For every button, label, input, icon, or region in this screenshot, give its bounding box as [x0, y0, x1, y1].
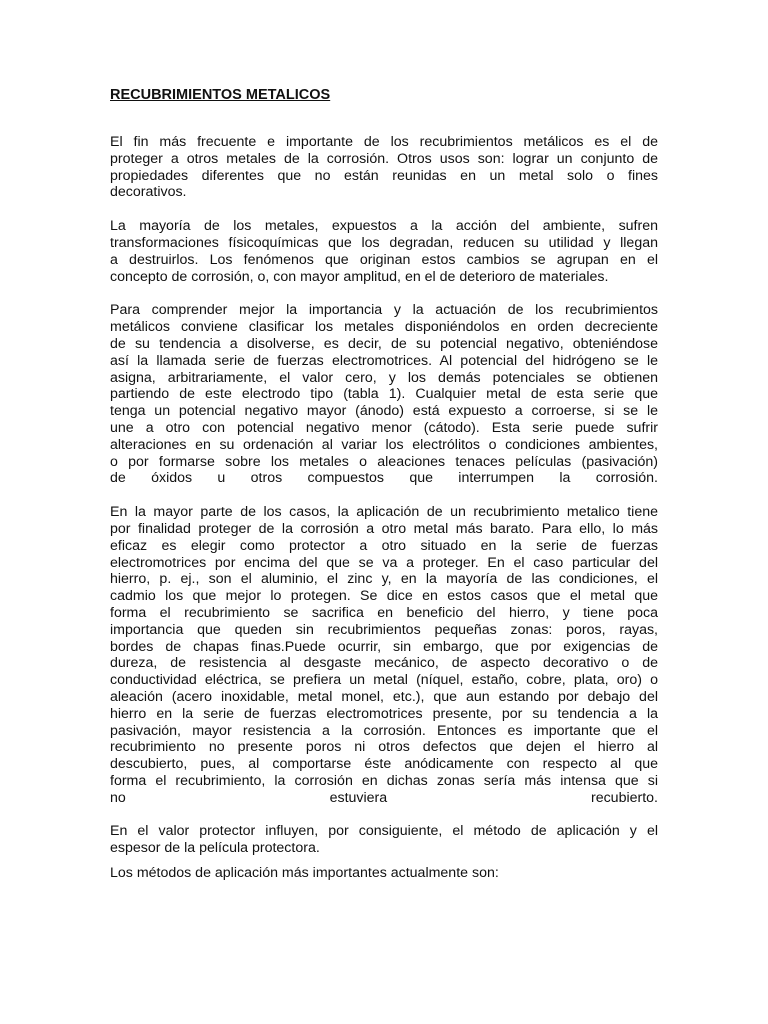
text-line: transformaciones físicoquímicas que los degradan, reducen su utilidad y llegan: [110, 234, 658, 251]
paragraph: [110, 865, 658, 882]
text-line: tenga un potencial negativo mayor (ánodo) está expuesto a corroerse, si se le: [110, 403, 658, 420]
text-line: cadmio los que mejor lo protegen. Se dice en estos casos que el metal que: [110, 588, 658, 605]
document-body: [110, 134, 658, 882]
text-line: Para comprender mejor la importancia y la actuación de los recubrimientos: [110, 302, 658, 319]
text-line: partiendo de este electrodo tipo (tabla 1). Cualquier metal de esta serie que: [110, 386, 658, 403]
text-line: importancia que queden sin recubrimientos pequeñas zonas: poros, rayas,: [110, 621, 658, 638]
document-page: [110, 86, 658, 899]
text-line: decorativos.: [110, 184, 187, 201]
text-line: bordes de chapas finas.Puede ocurrir, sin embargo, que por exigencias de: [110, 638, 658, 655]
text-line: concepto de corrosión, o, con mayor amplitud, en el de deterioro de materiales.: [110, 268, 609, 285]
text-line: hierro, p. ej., son el aluminio, el zinc y, en la mayoría de las condiciones, el: [110, 571, 658, 588]
paragraph: [110, 504, 658, 806]
text-line: El fin más frecuente e importante de los recubrimientos metálicos es el de: [110, 134, 658, 150]
paragraph: [110, 823, 658, 857]
paragraph: [110, 218, 658, 285]
text-line: conductividad eléctrica, se prefiera un metal (níquel, estaño, cobre, plata, oro) o: [110, 672, 658, 689]
text-line: alteraciones en su ordenación al variar los electrólitos o condiciones ambientes,: [110, 436, 658, 453]
text-line: forma el recubrimiento, la corrosión en dichas zonas sería más intensa que si: [110, 772, 658, 789]
text-line: Los métodos de aplicación más importantes actualmente son:: [110, 865, 499, 882]
text-line: En el valor protector influyen, por consiguiente, el método de aplicación y el: [110, 823, 658, 840]
text-line: así la llamada serie de fuerzas electromotrices. Al potencial del hidrógeno se le: [110, 352, 658, 369]
text-line: o por formarse sobre los metales o aleaciones tenaces películas (pasivación): [110, 453, 658, 470]
text-line: de óxidos u otros compuestos que interrumpen la corrosión.: [110, 470, 658, 487]
text-line: proteger a otros metales de la corrosión. Otros usos son: lograr un conjunto de: [110, 150, 658, 167]
text-line: a destruirlos. Los fenómenos que originan estos cambios se agrupan en el: [110, 251, 658, 268]
text-line: dureza, de resistencia al desgaste mecánico, de aspecto decorativo o de: [110, 655, 658, 672]
text-line: de su tendencia a disolverse, es decir, de su potencial negativo, obteniéndose: [110, 335, 658, 352]
text-line: por finalidad proteger de la corrosión a otro metal más barato. Para ello, lo más: [110, 520, 658, 537]
text-line: En la mayor parte de los casos, la aplicación de un recubrimiento metalico tiene: [110, 504, 658, 521]
text-line: descubierto, pues, al comportarse éste anódicamente con respecto al que: [110, 756, 658, 773]
text-line: pasivación, mayor resistencia a la corrosión. Entonces es importante que el: [110, 722, 658, 739]
text-line: recubrimiento no presente poros ni otros defectos que dejen el hierro al: [110, 739, 658, 756]
text-line: electromotrices por encima del que se va a proteger. En el caso particular del: [110, 554, 658, 571]
text-line: forma el recubrimiento se sacrifica en beneficio del hierro, y tiene poca: [110, 604, 658, 621]
document-title: RECUBRIMIENTOS METALICOS: [110, 87, 331, 103]
text-line: espesor de la película protectora.: [110, 840, 320, 857]
text-line: aleación (acero inoxidable, metal monel, etc.), que aun estando por debajo del: [110, 688, 658, 705]
text-line: propiedades diferentes que no están reunidas en un metal solo o fines: [110, 167, 658, 184]
text-line: eficaz es elegir como protector a otro situado en la serie de fuerzas: [110, 537, 658, 554]
text-line: La mayoría de los metales, expuestos a la acción del ambiente, sufren: [110, 218, 658, 235]
text-line: hierro en la serie de fuerzas electromotrices presente, por su tendencia a la: [110, 705, 658, 722]
text-line: metálicos conviene clasificar los metales disponiéndolos en orden decreciente: [110, 319, 658, 336]
paragraph: [110, 134, 658, 201]
paragraph: [110, 302, 658, 487]
text-line: une a otro con potencial negativo menor (cátodo). Esta serie puede sufrir: [110, 419, 658, 436]
text-line: asigna, arbitrariamente, el valor cero, y los demás potenciales se obtienen: [110, 369, 658, 386]
text-line: no estuviera recubierto.: [110, 789, 658, 806]
